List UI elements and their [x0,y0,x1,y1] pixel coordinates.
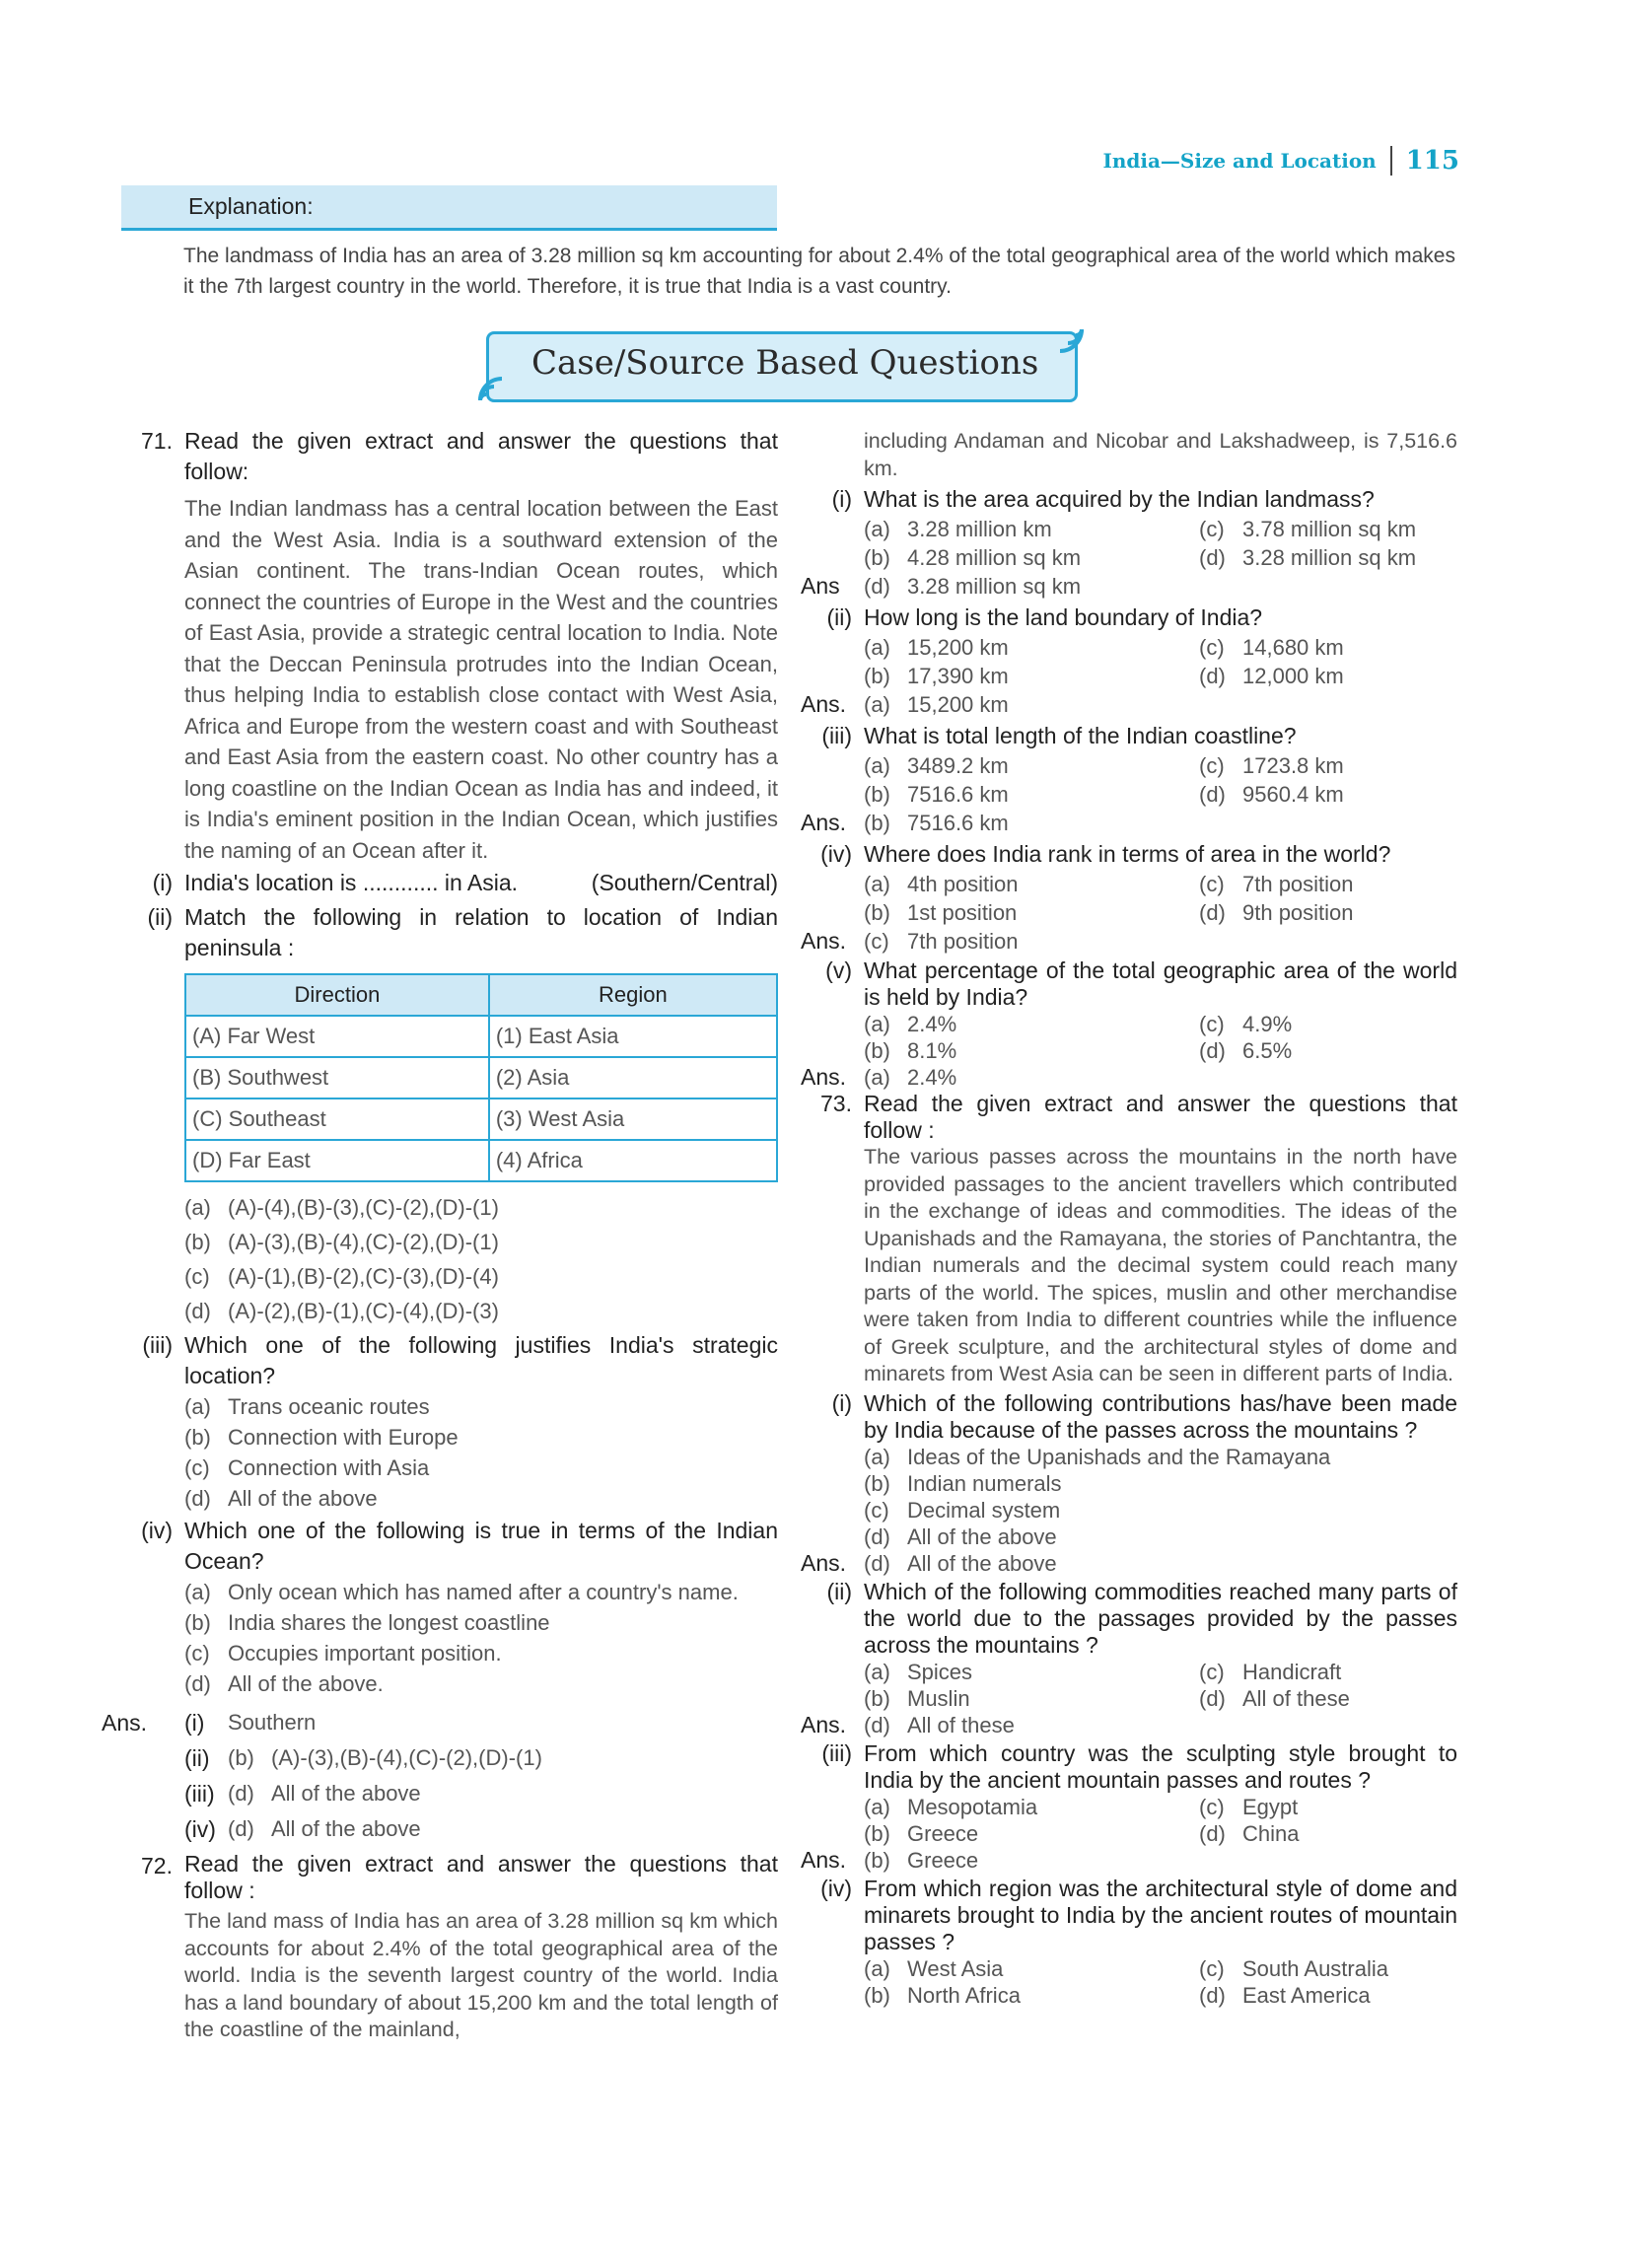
q72-sub-ii: (ii) How long is the land boundary of India? [826,604,1263,630]
match-table [184,973,778,1182]
answer-row: (iii) (d) All of the above [184,1781,421,1807]
answer: Ans. (b) Greece [801,1846,979,1873]
right-column [801,428,1457,2009]
sub-text: Which one of the following is true in terms of the Indian Ocean? [184,1518,778,1574]
option: (a) Ideas of the Upanishads and the Ramayana [864,1444,1331,1469]
table-cell: (1) East Asia [489,1016,777,1057]
option: (d) All of these [1199,1685,1350,1711]
q71-ii-options [184,1190,778,1328]
q72-sub-iv: (iv) Where does India rank in terms of area in the world? [820,841,1391,867]
option: (d) 6.5% [1199,1038,1293,1063]
answer: Ans. (d) All of the above [801,1549,1057,1576]
q73-i-options [864,1444,1457,1550]
q72-ii-options [864,633,1457,690]
option: (d) 9560.4 km [1199,782,1344,807]
option: (a) Spices [864,1659,973,1684]
option: (c) Occupies important position. [184,1641,502,1666]
option: (a) 4th position [864,872,1019,896]
question-number: 72. [141,1853,173,1878]
option: (b) (A)-(3),(B)-(4),(C)-(2),(D)-(1) [184,1230,499,1254]
option: (d) All of the above. [184,1671,384,1696]
table-row [185,1099,777,1140]
option: (d) China [1199,1820,1300,1846]
table-cell: (2) Asia [489,1057,777,1099]
q71-sub-i [121,868,778,898]
option: (a) 3.28 million km [864,517,1052,541]
option: (d) East America [1199,1982,1371,2008]
question-prompt: Read the given extract and answer the questions that follow : [184,1851,778,1903]
table-row [185,1140,777,1181]
option: (d) All of the above [184,1486,378,1511]
answer: Ans (d) 3.28 million sq km [801,573,1082,599]
table-cell: (D) Far East [185,1140,489,1181]
option: (c) 7th position [1199,872,1354,896]
explanation-text: The landmass of India has an area of 3.28 million sq km accounting for about 2.4% of the total geographical area of the world which makes it the 7th largest country in the world. Therefore, it is true that India is a vast country. [183,245,1455,298]
running-header [1102,146,1459,176]
table-row [185,1016,777,1057]
q72-passage: The land mass of India has an area of 3.28 million sq km which accounts for about 2.4% of the total geographical area of the world. India is the seventh largest country of the world. India has a land boundary of about 15,200 km and the total length of the coastline of the mainland, [184,1909,778,2041]
option: (c) 14,680 km [1199,635,1344,660]
option: (c) South Australia [1199,1955,1388,1981]
q73-ii-options [864,1659,1457,1712]
option: (a) West Asia [864,1955,1004,1981]
option: (c) Handicraft [1199,1659,1342,1684]
answer-row: (i) Southern [184,1710,317,1736]
question-prompt: Read the given extract and answer the questions that follow: [184,428,778,484]
q71-iv-options [184,1577,778,1699]
table-row [185,1057,777,1099]
section-title: India—Size and Location [1102,149,1377,173]
q71-sub-iv [121,1516,778,1577]
signal-right-icon [1044,323,1088,367]
sub-text: Match the following in relation to location of Indian peninsula : [184,904,778,960]
answer-label: Ans. [102,1710,148,1736]
q72-iv-options [864,870,1457,927]
q72-subquestions [801,484,1457,1091]
option: (b) 8.1% [864,1038,957,1063]
answer-row: (iv) (d) All of the above [184,1816,421,1842]
banner-title: Case/Source Based Questions [531,343,1039,383]
option: (b) 17,390 km [864,664,1009,688]
q72-sub-i: (i) What is the area acquired by the Indian landmass? [831,486,1375,512]
table-cell: (A) Far West [185,1016,489,1057]
option: (d) 3.28 million sq km [1199,545,1417,570]
option: (d) (A)-(2),(B)-(1),(C)-(4),(D)-(3) [184,1299,499,1323]
table-cell: (3) West Asia [489,1099,777,1140]
table-header: Direction [185,974,489,1016]
option: (c) Decimal system [864,1497,1061,1523]
table-header: Region [489,974,777,1016]
signal-left-icon [474,363,518,406]
table-cell: (C) Southeast [185,1099,489,1140]
question-number: 71. [141,428,173,454]
q71-sub-iii [121,1330,778,1391]
q73-sub-i: (i) Which of the following contributions has/have been made by India because of the passes across the mountains ? [831,1389,1457,1443]
q72-sub-iii: (iii) What is total length of the Indian coastline? [821,723,1297,748]
section-banner [486,331,1088,408]
option: (c) 1723.8 km [1199,753,1344,778]
option: (c) Egypt [1199,1794,1299,1819]
option: (b) India shares the longest coastline [184,1610,550,1635]
answer: Ans. (a) 15,200 km [801,691,1009,717]
option: (c) Connection with Asia [184,1455,430,1480]
option: (a) Mesopotamia [864,1794,1038,1819]
option: (a) Only ocean which has named after a country's name. [184,1580,739,1604]
header-divider [1390,146,1392,176]
explanation-heading-bar [121,185,777,231]
option: (c) 3.78 million sq km [1199,517,1417,541]
q72-passage-continued: including Andaman and Nicobar and Lakshadweep, is 7,516.6 km. [864,429,1457,480]
option: (a) 2.4% [864,1012,957,1036]
option: (d) All of the above [864,1524,1057,1549]
q71-answers [102,1705,778,1847]
answer-row: (ii) (b) (A)-(3),(B)-(4),(C)-(2),(D)-(1) [184,1745,542,1771]
sub-number: (i) [152,870,173,895]
question-prompt: Read the given extract and answer the questions that follow : [864,1091,1457,1143]
option: (b) Greece [864,1820,979,1846]
option: (a) 15,200 km [864,635,1009,660]
sub-text: India's location is ............ in Asia. [184,870,519,895]
sub-note: (Southern/Central) [591,870,778,895]
sub-text: Which one of the following justifies India's strategic location? [184,1332,778,1388]
q73-passage: The various passes across the mountains in the north have provided passages to the ancient travellers which contributed in the exchange of ideas and commodities. The ideas of the Upanishads and the Ramayana, the stories of Panchtantra, the Indian numerals and the decimal system could reach many parts of the world. The spices, muslin and other merchandise were taken from India to different countries while the influence of Greek sculpture, and the architectural styles of dome and minarets from West Asia can be seen in different parts of India. [864,1145,1457,1385]
explanation-label: Explanation: [188,193,314,219]
q73-iii-options [864,1794,1457,1847]
option: (b) Indian numerals [864,1470,1062,1496]
q71-passage: The Indian landmass has a central location between the East and the West Asia. India is a southward extension of the Asian continent. The trans-Indian Ocean routes, which connect the countries of Europe in the West and the countries of East Asia, provide a strategic central location to India. Note that the Deccan Peninsula protrudes into the Indian Ocean, thus helping India to establish close contact with West Asia, Africa and Europe from the western coast and with Southeast and East Asia from the eastern coast. No other country has a long coastline on the Indian Ocean as India has and indeed, it is India's eminent position in the Indian Ocean, which justifies the naming of an Ocean after it. [184,496,778,863]
q73-sub-iv: (iv) From which region was the architectural style of dome and minarets brought to India by the ancient routes of mountain passes ? [820,1875,1457,1954]
table-cell: (4) Africa [489,1140,777,1181]
question-73 [801,1091,1457,1144]
option: (b) Connection with Europe [184,1425,459,1450]
answer: Ans. (c) 7th position [801,928,1019,954]
question-number: 73. [820,1091,852,1116]
page-number: 115 [1405,146,1459,176]
table-cell: (B) Southwest [185,1057,489,1099]
option: (d) 12,000 km [1199,664,1344,688]
option: (a) (A)-(4),(B)-(3),(C)-(2),(D)-(1) [184,1195,499,1220]
q72-i-options [864,515,1457,572]
question-72 [121,1851,778,1904]
q71-sub-ii [121,902,778,963]
left-column [102,426,778,2044]
q73-sub-iii: (iii) From which country was the sculpting style brought to India by the ancient mountain passes and routes ? [821,1739,1457,1793]
q72-v-options [864,1011,1457,1064]
option: (b) Muslin [864,1685,970,1711]
q72-sub-v: (v) What percentage of the total geographic area of the world is held by India? [825,957,1457,1010]
answer: Ans. (a) 2.4% [801,1064,957,1090]
q73-sub-ii: (ii) Which of the following commodities reached many parts of the world due to the passages provided by the passes across the mountains ? [826,1578,1457,1658]
option: (b) 1st position [864,900,1018,925]
option: (a) 3489.2 km [864,753,1009,778]
option: (b) North Africa [864,1982,1021,2008]
question-71 [121,426,778,487]
sub-number: (iv) [141,1518,173,1543]
option: (b) 4.28 million sq km [864,545,1082,570]
sub-number: (ii) [147,904,173,930]
option: (d) 9th position [1199,900,1354,925]
q72-iii-options [864,751,1457,809]
q71-iii-options [184,1391,778,1514]
option: (c) 4.9% [1199,1012,1293,1036]
sub-number: (iii) [142,1332,173,1358]
answer: Ans. (d) All of these [801,1711,1015,1737]
option: (b) 7516.6 km [864,782,1009,807]
option: (c) (A)-(1),(B)-(2),(C)-(3),(D)-(4) [184,1264,499,1289]
q73-iv-options [864,1955,1457,2009]
answer: Ans. (b) 7516.6 km [801,810,1009,835]
option: (a) Trans oceanic routes [184,1394,430,1419]
